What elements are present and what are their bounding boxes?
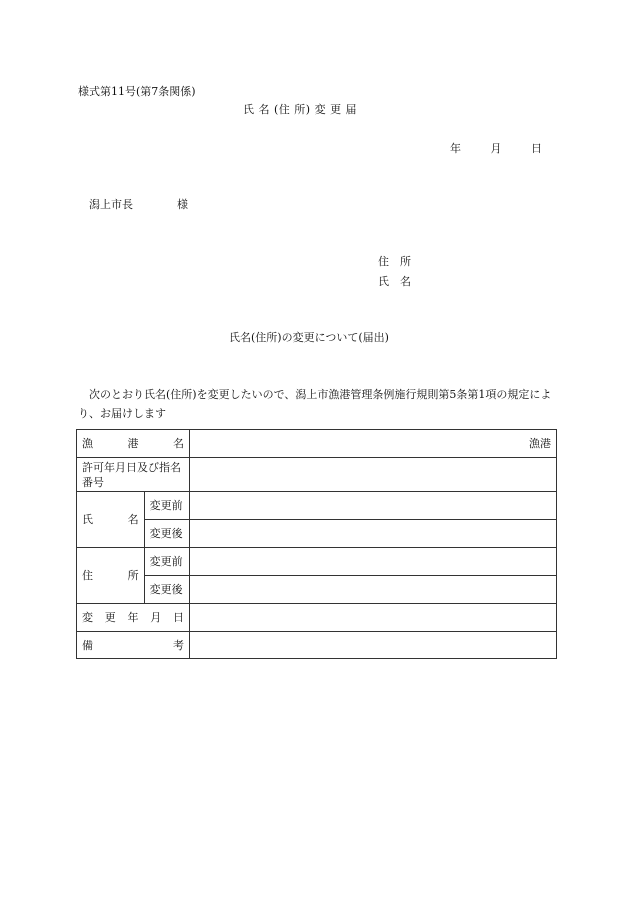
address-after-label: 変更後 xyxy=(144,576,189,604)
addressee-honorific: 様 xyxy=(177,198,188,211)
date-line xyxy=(450,143,542,154)
applicant-address-label: 住 所 xyxy=(378,255,411,268)
form-number: 様式第11号(第7条関係) xyxy=(78,85,196,98)
change-date-value[interactable] xyxy=(190,604,557,632)
row-remarks xyxy=(77,632,557,659)
addressee-name: 潟上市長 xyxy=(89,198,133,211)
address-label: 住 所 xyxy=(77,548,145,604)
date-year-label: 年 xyxy=(450,142,461,155)
change-form-table xyxy=(76,429,557,659)
name-label: 氏 名 xyxy=(77,492,145,548)
row-name-before xyxy=(77,492,557,520)
row-fishing-port xyxy=(77,430,557,458)
body-paragraph: 次のとおり氏名(住所)を変更したいので、潟上市漁港管理条例施行規則第5条第1項の規定により、お届けします xyxy=(78,388,552,420)
change-date-label: 変 更 年 月 日 xyxy=(77,604,190,632)
name-after-label: 変更後 xyxy=(144,520,189,548)
fishing-port-value[interactable]: 漁港 xyxy=(190,430,557,458)
name-after-value[interactable] xyxy=(190,520,557,548)
row-name-after xyxy=(77,520,557,548)
row-address-after xyxy=(77,576,557,604)
permit-value[interactable] xyxy=(190,458,557,492)
date-month-label: 月 xyxy=(490,142,502,155)
subject-line: 氏名(住所)の変更について(届出) xyxy=(229,331,389,344)
date-day-label: 日 xyxy=(531,142,542,155)
name-before-label: 変更前 xyxy=(144,492,189,520)
row-permit xyxy=(77,458,557,492)
permit-label: 許可年月日及び指名番号 xyxy=(77,458,190,492)
fishing-port-label: 漁 港 名 xyxy=(77,430,190,458)
remarks-label: 備 考 xyxy=(77,632,190,659)
address-before-label: 変更前 xyxy=(144,548,189,576)
name-before-value[interactable] xyxy=(190,492,557,520)
row-change-date xyxy=(77,604,557,632)
applicant-name-label: 氏 名 xyxy=(378,275,411,288)
document-title: 氏 名 (住 所) 変 更 届 xyxy=(243,103,358,116)
address-after-value[interactable] xyxy=(190,576,557,604)
remarks-value[interactable] xyxy=(190,632,557,659)
row-address-before xyxy=(77,548,557,576)
address-before-value[interactable] xyxy=(190,548,557,576)
addressee xyxy=(89,199,188,210)
